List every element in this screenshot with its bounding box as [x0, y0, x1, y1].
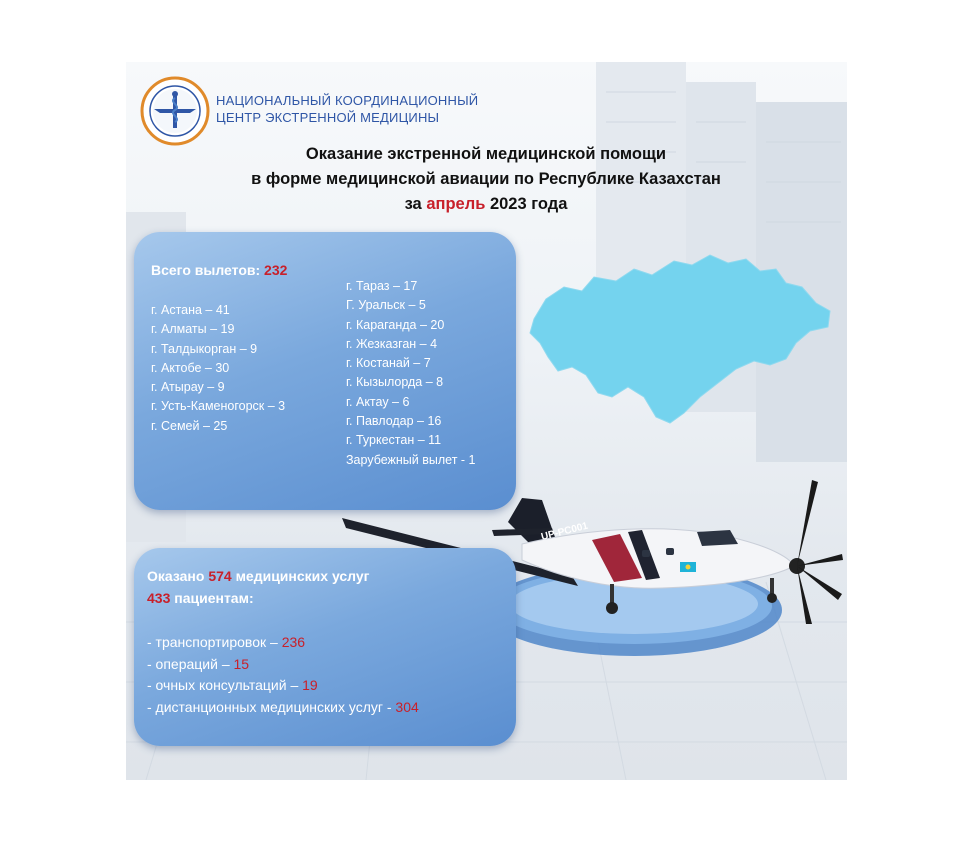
- list-item: г. Туркестан – 11: [346, 433, 442, 448]
- list-item: г. Кызылорда – 8: [346, 375, 444, 390]
- service-label: - транспортировок –: [147, 634, 278, 650]
- organization-name-line2: ЦЕНТР ЭКСТРЕННОЙ МЕДИЦИНЫ: [216, 110, 440, 125]
- list-item: г. Караганда – 20: [346, 317, 445, 332]
- flights-left-column: [151, 301, 285, 436]
- title-prefix: за: [404, 195, 422, 213]
- plane-registration: UP-PC001: [540, 520, 590, 543]
- service-value: 19: [302, 677, 318, 694]
- list-item: г. Талдыкорган – 9: [151, 341, 258, 356]
- organization-name: [216, 92, 536, 126]
- flights-total-value: 232: [264, 262, 288, 278]
- list-item: г. Жезказган – 4: [346, 336, 438, 351]
- list-item: г. Астана – 41: [151, 303, 230, 317]
- services-panel: [134, 548, 516, 746]
- list-item: Зарубежный вылет - 1: [346, 452, 476, 467]
- services-list: [147, 632, 419, 719]
- services-total: [147, 568, 370, 584]
- list-item: [147, 632, 419, 654]
- title-year: 2023 года: [489, 195, 568, 213]
- service-label: - очных консультаций –: [147, 677, 299, 694]
- list-item: г. Семей – 25: [151, 418, 228, 433]
- list-item: г. Актобе – 30: [151, 360, 230, 375]
- list-item: г. Алматы – 19: [151, 322, 235, 337]
- emergency-medical-logo-icon: [140, 76, 210, 146]
- services-suffix: медицинских услуг: [235, 568, 370, 584]
- list-item: Г. Уральск – 5: [346, 298, 426, 313]
- organization-name-line1: НАЦИОНАЛЬНЫЙ КООРДИНАЦИОННЫЙ: [216, 93, 479, 108]
- kazakhstan-map: [524, 247, 844, 437]
- infographic-poster: [126, 62, 847, 780]
- list-item: г. Атырау – 9: [151, 380, 225, 395]
- flights-right-column: [346, 277, 475, 470]
- patients-total: [147, 590, 254, 606]
- services-total-value: 574: [208, 568, 232, 584]
- service-value: 304: [395, 699, 419, 716]
- patients-label: пациентам:: [174, 590, 254, 606]
- list-item: г. Павлодар – 16: [346, 414, 442, 429]
- list-item: г. Костанай – 7: [346, 356, 431, 371]
- list-item: г. Тараз – 17: [346, 279, 418, 293]
- list-item: г. Актау – 6: [346, 394, 410, 409]
- list-item: [147, 675, 419, 697]
- flights-panel: [134, 232, 516, 510]
- list-item: г. Усть-Каменогорск – 3: [151, 399, 286, 414]
- services-prefix: Оказано: [147, 568, 205, 584]
- page-title: [186, 142, 786, 217]
- title-line1: Оказание экстренной медицинской помощи: [305, 145, 667, 163]
- list-item: [147, 654, 419, 676]
- title-month: апрель: [426, 195, 486, 213]
- flights-label: Всего вылетов:: [151, 262, 261, 278]
- patients-value: 433: [147, 590, 171, 606]
- service-value: 15: [233, 655, 250, 672]
- service-value: 236: [281, 634, 306, 650]
- flights-total: [151, 262, 287, 278]
- title-line2: в форме медицинской авиации по Республике Казахстан: [251, 170, 721, 188]
- service-label: - операций –: [147, 655, 230, 672]
- list-item: [147, 697, 419, 719]
- title-line3: [186, 192, 786, 217]
- service-label: - дистанционных медицинских услуг -: [147, 699, 392, 716]
